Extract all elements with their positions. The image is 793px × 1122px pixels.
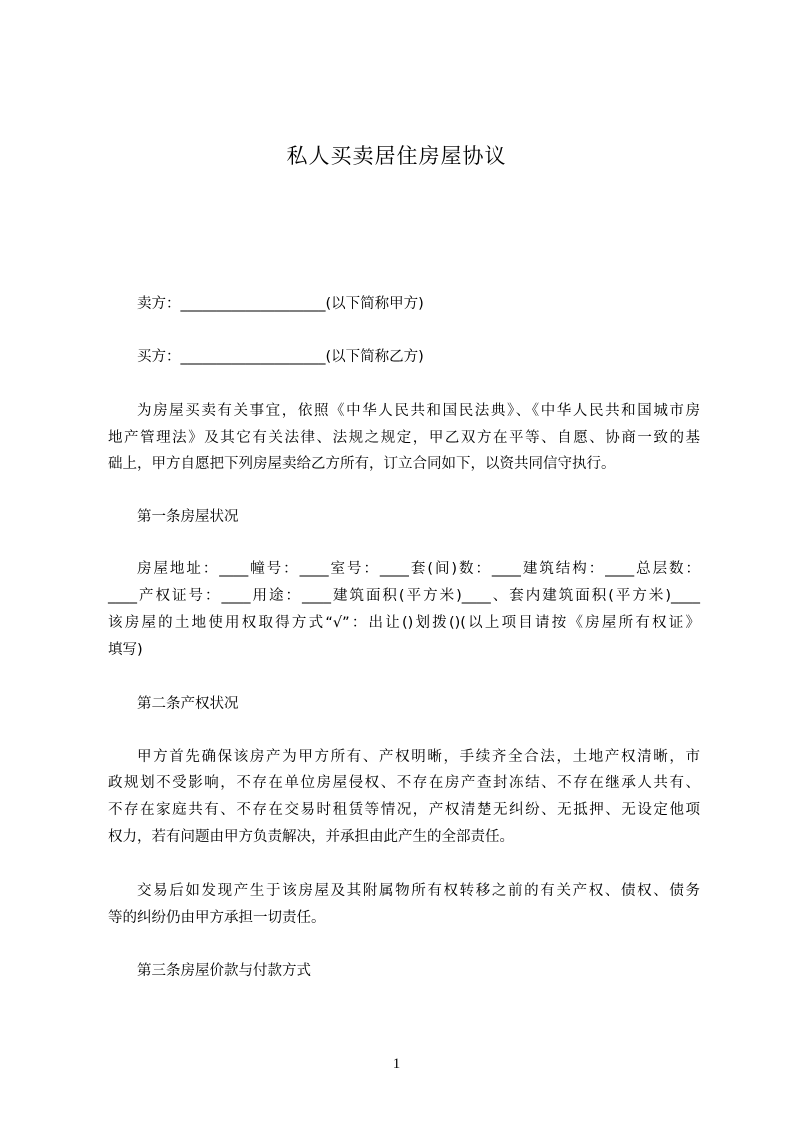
article1-line-3: 该房屋的土地使用权取得方式“√”：出让()划拨()(以上项目请按《房屋所有权证》: [108, 615, 700, 631]
intro-line-3: 础上，甲方自愿把下列房屋卖给乙方所有，订立合同如下，以资共同信守执行。: [108, 456, 616, 472]
article1-line-4: 填写): [108, 642, 143, 658]
document-title: 私人买卖居住房屋协议: [286, 144, 507, 168]
article1-line-2: ____产权证号：____用途：____建筑面积(平方米)____、套内建筑面积(平方米)____: [108, 588, 700, 604]
article2-para1-line-1: 甲方首先确保该房产为甲方所有、产权明晰，手续齐全合法，土地产权清晰，市: [137, 749, 700, 765]
article2-para1-line-3: 不存在家庭共有、不存在交易时租赁等情况，产权清楚无纠纷、无抵押、无设定他项: [108, 802, 700, 818]
article2-heading: 第二条产权状况: [137, 696, 239, 712]
article2-para1-line-4: 权力，若有问题由甲方负责解决，并承担由此产生的全部责任。: [108, 829, 514, 845]
article2-para2-line-2: 等的纠纷仍由甲方承担一切责任。: [108, 910, 326, 926]
intro-line-1: 为房屋买卖有关事宜，依照《中华人民共和国民法典》、《中华人民共和国城市房: [137, 403, 700, 419]
page-number: 1: [392, 1056, 401, 1072]
article2-para1-line-2: 政规划不受影响，不存在单位房屋侵权、不存在房产查封冻结、不存在继承人共有、: [108, 775, 700, 791]
article1-heading: 第一条房屋状况: [137, 509, 239, 525]
article1-line-1: 房屋地址：____幢号：____室号：____套(间)数：____建筑结构：____总层数：: [137, 561, 700, 577]
article3-heading: 第三条房屋价款与付款方式: [137, 963, 311, 979]
article2-para2-line-1: 交易后如发现产生于该房屋及其附属物所有权转移之前的有关产权、债权、债务: [137, 883, 700, 899]
seller-line: 卖方：____________________(以下简称甲方): [137, 296, 424, 312]
intro-line-2: 地产管理法》及其它有关法律、法规之规定，甲乙双方在平等、自愿、协商一致的基: [108, 430, 700, 446]
buyer-line: 买方：____________________(以下简称乙方): [137, 349, 424, 365]
